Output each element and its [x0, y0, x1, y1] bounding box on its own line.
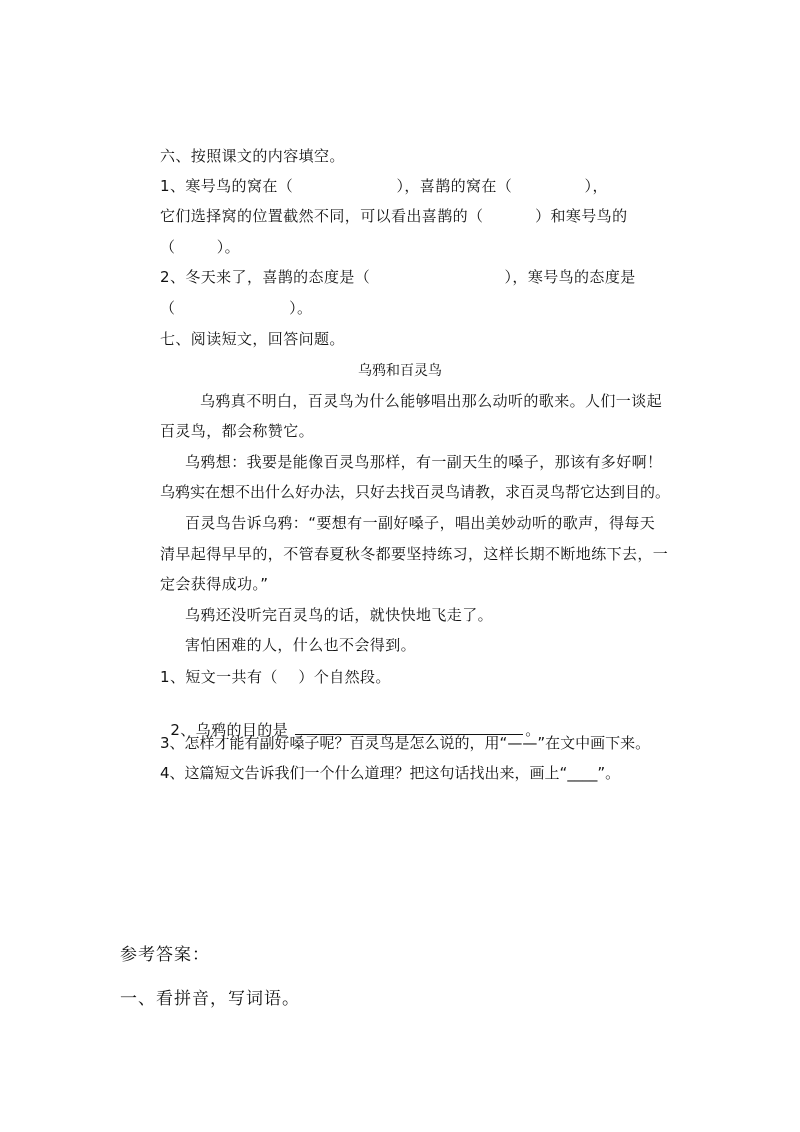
question-2-prefix: 2、乌鸦的目的是 [170, 721, 294, 739]
section6-heading: 六、按照课文的内容填空。 [160, 147, 345, 165]
story-title: 乌鸦和百灵鸟 [358, 363, 442, 379]
story-paragraph: 乌鸦还没听完百灵鸟的话，就快快地飞走了。 [185, 606, 494, 624]
section7-heading: 七、阅读短文，回答问题。 [160, 330, 345, 348]
section6-q1-line1: 1、寒号鸟的窝在（ ），喜鹊的窝在（ ）， [160, 177, 608, 195]
story-paragraph: 清早起得早早的，不管春夏秋冬都要坚持练习，这样长期不断地练下去，一 [160, 545, 669, 563]
story-paragraph: 百灵鸟告诉乌鸦：“要想有一副好嗓子，唱出美妙动听的歌声，得每天 [185, 514, 656, 532]
question-4: 4、这篇短文告诉我们一个什么道理？把这句话找出来，画上“____”。 [160, 764, 621, 782]
story-paragraph: 乌鸦想：我要是能像百灵鸟那样，有一副天生的嗓子，那该有多好啊！ [185, 453, 663, 471]
story-paragraph: 定会获得成功。” [160, 575, 269, 593]
answers-heading: 参考答案： [120, 945, 210, 965]
section6-q1-line3: （ ）。 [160, 238, 241, 256]
question-2-suffix: 。 [525, 721, 541, 739]
story-paragraph: 百灵鸟，都会称赞它。 [160, 422, 315, 440]
story-paragraph: 乌鸦真不明白，百灵鸟为什么能够唱出那么动听的歌来。人们一谈起 [200, 392, 663, 410]
question-3: 3、怎样才能有副好嗓子呢？百灵鸟是怎么说的，用“——”在文中画下来。 [160, 734, 651, 752]
section6-q1-line2: 它们选择窝的位置截然不同，可以看出喜鹊的（ ）和寒号鸟的 [160, 207, 628, 225]
story-paragraph: 乌鸦实在想不出什么好办法，只好去找百灵鸟请教，求百灵鸟帮它达到目的。 [160, 483, 671, 501]
answers-part1: 一、看拼音，写词语。 [120, 989, 300, 1009]
section6-q2-line2: （ ）。 [160, 299, 313, 317]
section6-q2-line1: 2、冬天来了，喜鹊的态度是（ ），寒号鸟的态度是 [160, 268, 636, 286]
story-paragraph: 害怕困难的人，什么也不会得到。 [185, 636, 417, 654]
question-1: 1、短文一共有（ ）个自然段。 [160, 668, 391, 686]
